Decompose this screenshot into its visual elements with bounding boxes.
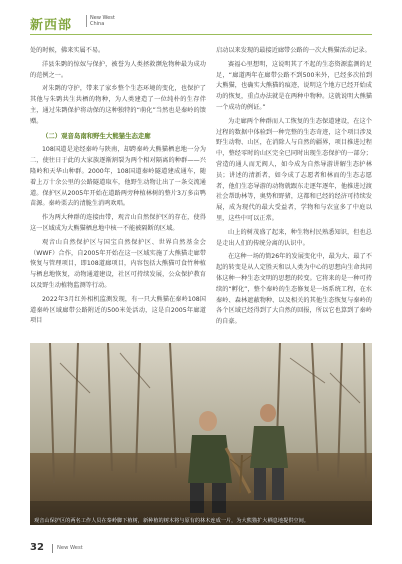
photo-caption: 观音山保护区的两名工作人员在秦岭脚下植树，新种植的树木将与原有的林木连成一片，为大熊猫扩大栖息地提供空间。	[34, 518, 309, 524]
magazine-logo: 新西部	[30, 18, 73, 33]
logo-en-line-1: New West	[90, 15, 115, 21]
footer-magazine-title: New West	[57, 545, 83, 551]
paragraph: 启动以来发现的最接近廊带公路的一次大熊猫活动记录。	[216, 47, 371, 54]
page-footer	[30, 542, 180, 556]
paragraph: 观音山自然保护区与国宝自然保护区、世界自然基金会（WWF）合作，自2005年开始在这一区域实施了大熊猫走廊带恢复与管理项目，即108道廊项目，内容包括大熊猫可食竹种植与栖息地恢复，动物通道建设，社区可持续发展，公众保护教育以及野生动植物监测等行动。	[30, 238, 206, 289]
right-text-column	[216, 46, 372, 331]
paragraph: 山上的树茂盛了起来，种生物村民熟悉知识，但也总是走出人们的传统分离的认识中。	[216, 228, 372, 247]
paragraph: 对朱鹮的守护，带来了家乡整个生态环境的变化，也保护了其他与朱鹮共生共栖的物种，为人类建造了一位纯朴的生存伴主，通过朱鹮保护将动保的这种独特的“萌化”当然也是秦岭的馈赠。	[30, 85, 206, 125]
logo-en-line-2: China	[90, 21, 105, 27]
magazine-logo-english	[86, 15, 115, 27]
header-rule	[30, 34, 372, 35]
photo-illustration	[30, 343, 372, 525]
paragraph: 108国道是途经秦岭与陕南，却跨秦岭大熊猫栖息地一分为二，使往日于此的大家族逐渐割裂为两个相对隔离的种群——兴隆岭和天华山种群。2000年，108国道秦岭隧道建成通车，随着上万十余公里的公路隧道取车，他野生动物让出了一条交流通道。保护区从2005年开始在道路两旁种植林树的整片3万多亩鸭苗源。秦岭栗去的清脆生消鸣欢唱。	[30, 146, 206, 208]
paragraph: 作为两大种群的连接由带，观音山自然保护区的存在，使得这一区域成为大熊猫栖息地中核一不能被隔断的区域。	[30, 214, 206, 232]
footer-separator	[52, 544, 53, 553]
paragraph: 在这种一场的简26年的发展变化中，最为大、最了不起的转变是从人定胜天和以人类为中心的思想向生命共同体这种一种生态文明的思想的转变。它将来的是一种可持续的“孵化”，整个秦岭的生态修复是一场系统工程，在水秦岭、森林遮蔽物种、以及相关的其他生态恢复与秦岭的各个区域已经得到了大自然的回报，所以它也算到了秦岭的自豪。	[216, 253, 372, 326]
forest-planting-photo	[30, 343, 372, 525]
paragraph: 处的时候，佛来实属不易。	[30, 47, 105, 54]
paragraph: 为走廊两个种群而人工恢复的生态保道建设，在这个过程的数据中体验到一种完整的生态奇迹，这个项目涉及野生动物、山区，在消除人与自然的疆界，项目推进过程中，整经零时的山区完全已同时出现生态保护的一部分；营造的通人而无阀人，如今成为自然导游讲解生态护林员；讲述的清新者，如今成了志愿者和林而的生态志愿者，他们生态导游的动物就跟东走逐年逐年，他推进过渡社会帮助林等，奥势和野猪，这都和已经的经济可持续发展，成为现代的最大受益者，学物和与农宣多了中庭以里，这些中可以正常。	[216, 117, 372, 222]
left-text-column	[30, 46, 206, 330]
paragraph: 2022年3月红外相机监测发现，有一只大熊猫在秦岭108国道秦岭区域廊带公路附近的500米处活动，这是自2005年廊道项目	[30, 295, 206, 325]
page-header	[30, 14, 372, 34]
page-number: 32	[30, 542, 44, 553]
paragraph: 洋县朱鹮的惊奴与保护，被誉为人类拯救濒危物种最为成功的范例之一。	[30, 60, 206, 79]
section-subheading: （二）观音岛南和野生大熊猫生态走廊	[42, 131, 151, 140]
paragraph: 赛福心里想明，这说明其了不起的生态资源监测的足足，“廊道两年在廊带公路不到500米外，已经多次拍到大熊猫，也确实大熊猫的痕迹，说明这个地方已经开始成功的恢复，重点办法就是在两种中物种。这就说明大熊猫一个成功的例证。”	[216, 60, 372, 111]
